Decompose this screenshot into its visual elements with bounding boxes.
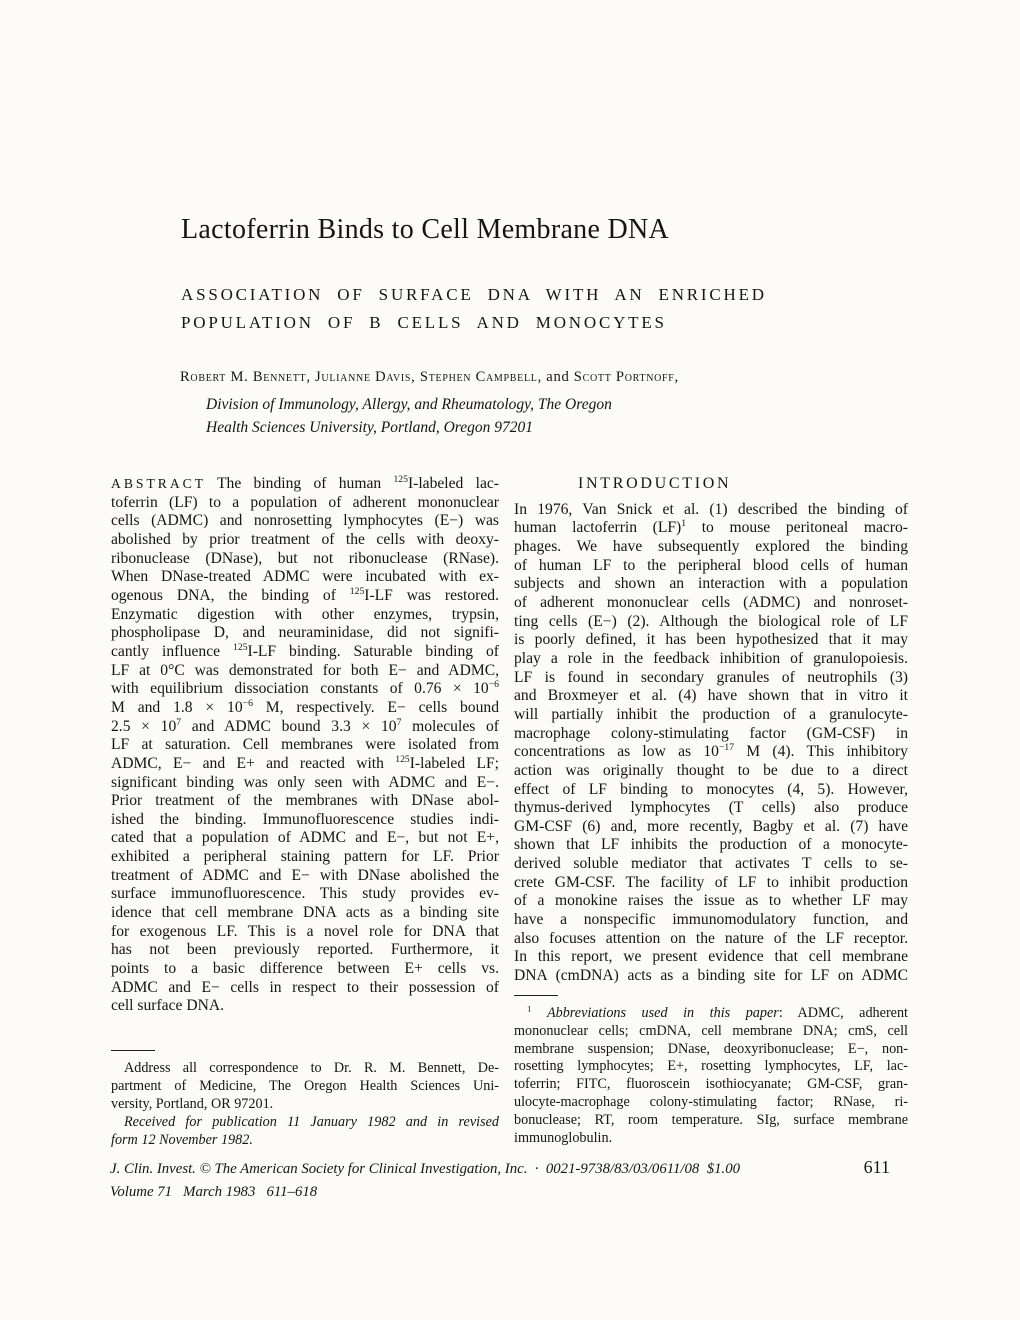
text-line: toferrin (LF) to a population of adherent mononuclear	[111, 493, 499, 511]
text-line: versity, Portland, OR 97201.	[111, 1095, 274, 1112]
footnote-rule-left	[111, 1050, 155, 1051]
volume-issue-line: Volume 71 March 1983 611–618	[110, 1184, 318, 1200]
correspondence-address	[111, 1060, 499, 1114]
text-line: Address all correspondence to Dr. R. M. Bennett, De-	[124, 1060, 499, 1077]
text-line: subjects and shown an interaction with a population	[514, 575, 908, 593]
text-line: toferrin; FITC, fluoroscein isothiocyanate; GM-CSF, gran-	[514, 1076, 908, 1093]
affiliation-line-2: Health Sciences University, Portland, Oregon 97201	[206, 418, 534, 436]
text-line: cell surface DNA.	[111, 997, 225, 1015]
text-line: phages. We have subsequently explored the binding	[514, 537, 908, 555]
text-line: ting cells (E−) (2). Although the biological role of LF	[514, 612, 908, 630]
left-column	[111, 475, 499, 1150]
text-line: will partially inhibit the production of a granulocyte-	[514, 705, 908, 723]
text-line: cantly influence $^{125}$I-LF binding. Saturable binding of	[111, 641, 499, 660]
text-line: form 12 November 1982.	[111, 1131, 253, 1148]
text-line: thymus-derived lymphocytes (T cells) also produce	[514, 799, 908, 817]
text-line: macrophage colony-stimulating factor (GM-CSF) in	[514, 724, 908, 742]
text-line: shown that LF inhibits the production of a monocyte-	[514, 836, 908, 854]
text-line: ADMC, E− and E+ and reacted with $^{125}$I-labeled LF;	[111, 753, 499, 772]
subtitle-line-1: ASSOCIATION OF SURFACE DNA WITH AN ENRICHED	[181, 285, 767, 304]
text-line: also focuses attention on the nature of the LF receptor.	[514, 929, 908, 947]
text-line: ogenous DNA, the binding of $^{125}$I-LF was restored.	[111, 585, 499, 604]
text-line: have a nonspecific immunomodulatory function, and	[514, 911, 908, 929]
text-line: for exogenous LF. This is a novel role for DNA that	[111, 922, 499, 940]
correspondence-received	[111, 1114, 499, 1150]
text-line: with equilibrium dissociation constants of $0.76 \times 10^{-6}$	[111, 679, 499, 698]
text-line: points to a basic difference between E+ cells vs.	[111, 960, 499, 978]
text-line: LF is found in secondary granules of neutrophils (3)	[514, 668, 908, 686]
text-line: Received for publication 11 January 1982 and in revised	[124, 1113, 499, 1130]
text-line: cells (ADMC) and nonrosetting lymphocytes (E−) was	[111, 512, 499, 530]
text-line: Enzymatic digestion with other enzymes, trypsin,	[111, 605, 499, 623]
text-line: $2.5 \times 10^7$ and ADMC bound $3.3 \times 10^7$ molecules of	[111, 716, 499, 735]
text-line: of a monokine raises the issue as to whether LF may	[514, 892, 908, 910]
text-line: In this report, we present evidence that cell membrane	[514, 948, 908, 966]
text-line: $^1$ Abbreviations used in this paper: ADMC, adherent	[527, 1002, 908, 1021]
text-line: ribonuclease (DNase), but not ribonuclease (RNase).	[111, 549, 499, 567]
text-line: ADMC and E− cells in respect to their possession of	[111, 978, 499, 996]
text-line: DNA (cmDNA) acts as a binding site for LF on ADMC	[514, 967, 908, 985]
text-line: M and $1.8 \times 10^{-6}$ M, respectively. E− cells bound	[111, 697, 499, 716]
abstract-paragraph	[111, 475, 499, 1016]
text-line: exhibited a peripheral staining pattern for LF. Prior	[111, 848, 499, 866]
text-line: of adherent mononuclear cells (ADMC) and nonroset-	[514, 593, 908, 611]
text-line: In 1976, Van Snick et al. (1) described the binding of	[514, 500, 908, 518]
text-line: is poorly defined, it has been hypothesized that it may	[514, 631, 908, 649]
affiliation	[206, 394, 612, 439]
text-line: of human LF to the peripheral blood cells of human	[514, 556, 908, 574]
text-line: human lactoferrin (LF)$^1$ to mouse peritoneal macro-	[514, 518, 908, 537]
footer-line-1	[110, 1157, 890, 1178]
text-line: idence that cell membrane DNA acts as a binding site	[111, 904, 499, 922]
text-line: has not been previously reported. Furthermore, it	[111, 941, 499, 959]
text-line: LF at 0°C was demonstrated for both E− and ADMC,	[111, 661, 499, 679]
text-line: and Broxmeyer et al. (4) have shown that in vitro it	[514, 687, 908, 705]
abbreviations-footnote	[514, 1002, 908, 1148]
text-line: rosetting lymphocytes; E+, rosetting lymphocytes, LF, lac-	[514, 1058, 908, 1075]
text-line: concentrations as low as $10^{-17}$ M (4). This inhibitory	[514, 742, 908, 761]
right-column	[514, 475, 908, 1148]
text-line: derived soluble mediator that activates T cells to se-	[514, 855, 908, 873]
text-line: bonuclease; RT, room temperature. SIg, surface membrane	[514, 1112, 908, 1129]
text-line: immunoglobulin.	[514, 1130, 613, 1147]
introduction-heading: INTRODUCTION	[578, 475, 732, 492]
page-number: 611	[863, 1157, 890, 1177]
introduction-paragraph	[514, 501, 908, 986]
text-line: membrane suspension; DNase, deoxyribonuclease; E−, non-	[514, 1040, 908, 1057]
text-line: play a role in the feedback inhibition of granulopoiesis.	[514, 649, 908, 667]
authors-line: Robert M. Bennett, Julianne Davis, Stephen Campbell, and Scott Portnoff,	[180, 369, 679, 385]
paper-subtitle	[181, 281, 767, 336]
text-line: GM-CSF (6) and, more recently, Bagby et al. (7) have	[514, 817, 908, 835]
text-line: Prior treatment of the membranes with DNase abol-	[111, 792, 499, 810]
paper-title: Lactoferrin Binds to Cell Membrane DNA	[181, 214, 670, 245]
text-line: abolished by prior treatment of the cells with deoxy-	[111, 530, 499, 548]
text-line: When DNase-treated ADMC were incubated with ex-	[111, 568, 499, 586]
text-line: partment of Medicine, The Oregon Health Sciences Uni-	[111, 1077, 499, 1094]
journal-copyright-line: J. Clin. Invest. © The American Society for Clinical Investigation, Inc. · 0021-9738/83/03/0611/08 $1.00	[110, 1161, 741, 1177]
text-line: action was originally thought to be due to a direct	[514, 761, 908, 779]
page-footer	[110, 1157, 890, 1201]
text-line: ABSTRACT The binding of human $^{125}$I-labeled lac-	[111, 473, 499, 492]
text-line: crete GM-CSF. The facility of LF to inhibit production	[514, 873, 908, 891]
text-line: ulocyte-macrophage colony-stimulating factor; RNase, ri-	[514, 1094, 908, 1111]
footnote-rule-right	[514, 995, 558, 996]
text-line: ished the binding. Immunofluorescence studies indi-	[111, 810, 499, 828]
text-line: effect of LF binding to monocytes (4, 5). However,	[514, 780, 908, 798]
text-line: significant binding was only seen with ADMC and E−.	[111, 773, 499, 791]
text-line: treatment of ADMC and E− with DNase abolished the	[111, 866, 499, 884]
affiliation-line-1: Division of Immunology, Allergy, and Rheumatology, The Oregon	[206, 396, 612, 413]
text-line: cated that a population of ADMC and E−, but not E+,	[111, 829, 499, 847]
text-line: phospholipase D, and neuraminidase, did not signifi-	[111, 624, 499, 642]
text-line: surface immunofluorescence. This study provides ev-	[111, 885, 499, 903]
subtitle-line-2: POPULATION OF B CELLS AND MONOCYTES	[181, 312, 667, 332]
text-line: mononuclear cells; cmDNA, cell membrane DNA; cmS, cell	[514, 1022, 908, 1039]
text-line: LF at saturation. Cell membranes were isolated from	[111, 736, 499, 754]
